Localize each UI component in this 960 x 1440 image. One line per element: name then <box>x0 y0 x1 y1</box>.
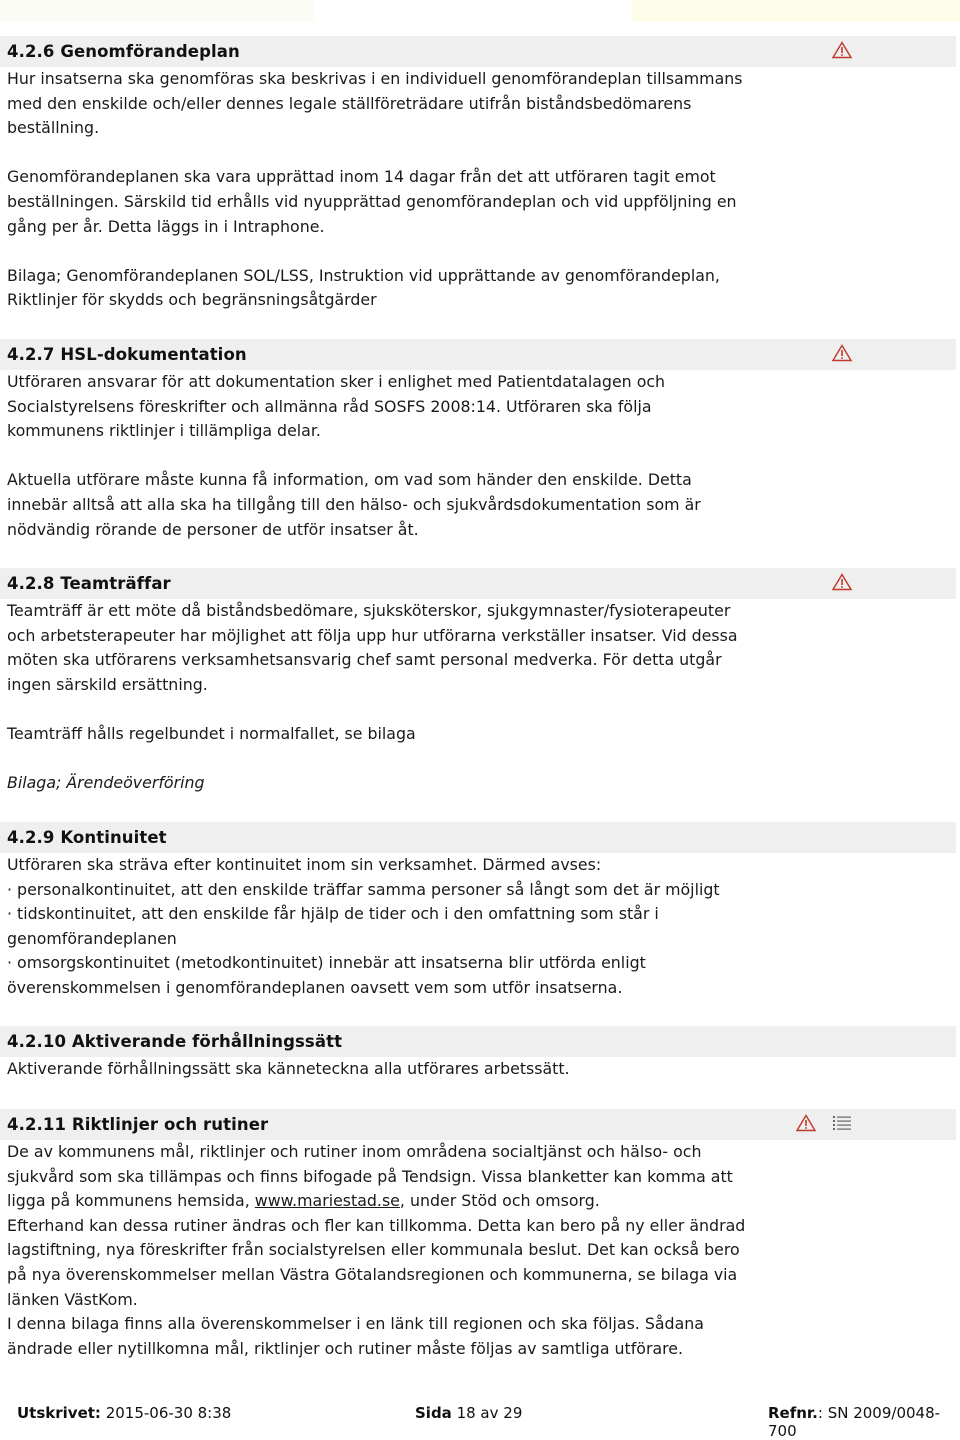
top-highlight-strip <box>0 0 960 22</box>
text-segment: ligga på kommunens hemsida, <box>7 1191 255 1211</box>
list-icon[interactable] <box>832 1114 852 1132</box>
section-title: 4.2.6 Genomförandeplan <box>7 42 240 61</box>
list-item: · tidskontinuitet, att den enskilde får hjälp de tider och i den omfattning som står i <box>7 904 659 924</box>
list-item-continuation: överenskommelsen i genomförandeplanen oavsett vem som utför insatserna. <box>7 977 623 997</box>
paragraph-line: kommunens riktlinjer i tillämpliga delar. <box>7 421 321 441</box>
section-title: 4.2.9 Kontinuitet <box>7 828 167 847</box>
list-item-continuation: genomförandeplanen <box>7 928 177 948</box>
paragraph-line: Teamträff hålls regelbundet i normalfallet, se bilaga <box>7 723 416 743</box>
paragraph-line: Hur insatserna ska genomföras ska beskrivas i en individuell genomförandeplan tillsammans <box>7 69 743 88</box>
paragraph-line: Teamträff är ett möte då biståndsbedömare, sjuksköterskor, sjukgymnaster/fysioterapeuter <box>7 601 731 620</box>
paragraph-line: nödvändig rörande de personer de utför insatser åt. <box>7 519 419 539</box>
website-link[interactable]: www.mariestad.se <box>254 1191 400 1211</box>
warning-icon[interactable] <box>796 1114 816 1132</box>
paragraph-line: ändrade eller nytillkomna mål, riktlinjer och rutiner måste följas av samtliga utförare. <box>7 1338 684 1358</box>
section-title: 4.2.7 HSL-dokumentation <box>7 345 247 364</box>
section-header <box>0 822 956 853</box>
section-4-2-6 <box>0 36 960 313</box>
reference-number: Refnr.: SN 2009/0048-700 <box>768 1404 941 1440</box>
section-body <box>0 853 960 1001</box>
attachment-line: Bilaga; Genomförandeplanen SOL/LSS, Instruktion vid upprättande av genomförandeplan, <box>7 265 720 285</box>
section-body <box>0 1057 960 1082</box>
paragraph-line: med den enskilde och/eller dennes legale ställföreträdare utifrån biståndsbedömarens <box>7 93 692 113</box>
page-footer <box>0 1398 960 1440</box>
section-body <box>0 67 960 313</box>
text-segment: , under Stöd och omsorg. <box>399 1191 600 1211</box>
paragraph-line: Utföraren ska sträva efter kontinuitet inom sin verksamhet. Därmed avses: <box>7 855 602 874</box>
attachment-line: Riktlinjer för skydds och begränsningsåtgärder <box>7 290 377 310</box>
paragraph-line: Utföraren ansvarar för att dokumentation sker i enlighet med Patientdatalagen och <box>7 372 666 391</box>
paragraph-line: beställning. <box>7 118 100 138</box>
list-item: · personalkontinuitet, att den enskilde träffar samma personer så långt som det är möjligt <box>7 879 720 899</box>
attachment-line: Bilaga; Ärendeöverföring <box>7 773 205 793</box>
section-4-2-8 <box>0 568 960 796</box>
section-header <box>0 1026 956 1057</box>
printed-date: Utskrivet: 2015-06-30 8:38 <box>17 1404 232 1422</box>
paragraph-line: länken VästKom. <box>7 1289 138 1309</box>
paragraph-line: och arbetsterapeuter har möjlighet att följa upp hur utförarna verkställer insatser. Vid dessa <box>7 625 738 645</box>
section-title: 4.2.11 Riktlinjer och rutiner <box>7 1115 269 1134</box>
list-item: · omsorgskontinuitet (metodkontinuitet) innebär att insatserna blir utförda enligt <box>7 953 646 973</box>
paragraph-line: beställningen. Särskild tid erhålls vid nyupprättad genomförandeplan och vid uppföljning en <box>7 191 737 211</box>
paragraph-line: De av kommunens mål, riktlinjer och rutiner inom områdena socialtjänst och hälso- och <box>7 1142 702 1161</box>
section-4-2-9 <box>0 822 960 1001</box>
paragraph-line: ingen särskild ersättning. <box>7 674 208 694</box>
paragraph-line: lagstiftning, nya föreskrifter från socialstyrelsen eller kommunala beslut. Det kan också bero <box>7 1240 740 1260</box>
paragraph-line: Socialstyrelsens föreskrifter och allmänna råd SOSFS 2008:14. Utföraren ska följa <box>7 396 652 416</box>
section-4-2-7 <box>0 339 960 542</box>
warning-icon[interactable] <box>832 344 852 362</box>
section-title: 4.2.10 Aktiverande förhållningssätt <box>7 1032 343 1051</box>
paragraph-line: möten ska utförarens verksamhetsansvarig chef samt personal medverka. För detta utgår <box>7 650 722 670</box>
warning-icon[interactable] <box>832 573 852 591</box>
section-4-2-11 <box>0 1109 960 1361</box>
warning-icon[interactable] <box>832 41 852 59</box>
paragraph-line: på nya överenskommelser mellan Västra Götalandsregionen och kommunerna, se bilaga via <box>7 1264 738 1284</box>
page-number: Sida 18 av 29 <box>415 1404 523 1422</box>
paragraph-line: Efterhand kan dessa rutiner ändras och fler kan tillkomma. Detta kan bero på ny eller ändrad <box>7 1215 746 1235</box>
paragraph-line: sjukvård som ska tillämpas och finns bifogade på Tendsign. Vissa blanketter kan komma att <box>7 1166 733 1186</box>
section-header <box>0 1109 956 1140</box>
paragraph-line: innebär alltså att alla ska ha tillgång till den hälso- och sjukvårdsdokumentation som är <box>7 494 701 514</box>
paragraph-line <box>7 1189 940 1214</box>
section-4-2-10 <box>0 1026 960 1082</box>
paragraph-line: Aktiverande förhållningssätt ska känneteckna alla utförares arbetssätt. <box>7 1059 570 1078</box>
section-header <box>0 339 956 370</box>
section-header <box>0 36 956 67</box>
section-header <box>0 568 956 599</box>
section-body <box>0 599 960 796</box>
paragraph-line: I denna bilaga finns alla överenskommelser i en länk till regionen och ska följas. Sådana <box>7 1314 704 1334</box>
paragraph-line: Genomförandeplanen ska vara upprättad inom 14 dagar från det att utföraren tagit emot <box>7 167 716 187</box>
section-title: 4.2.8 Teamträffar <box>7 574 171 593</box>
section-body <box>0 370 960 542</box>
paragraph-line: Aktuella utförare måste kunna få information, om vad som händer den enskilde. Detta <box>7 470 692 490</box>
paragraph-line: gång per år. Detta läggs in i Intraphone. <box>7 216 325 236</box>
section-body <box>0 1140 960 1361</box>
